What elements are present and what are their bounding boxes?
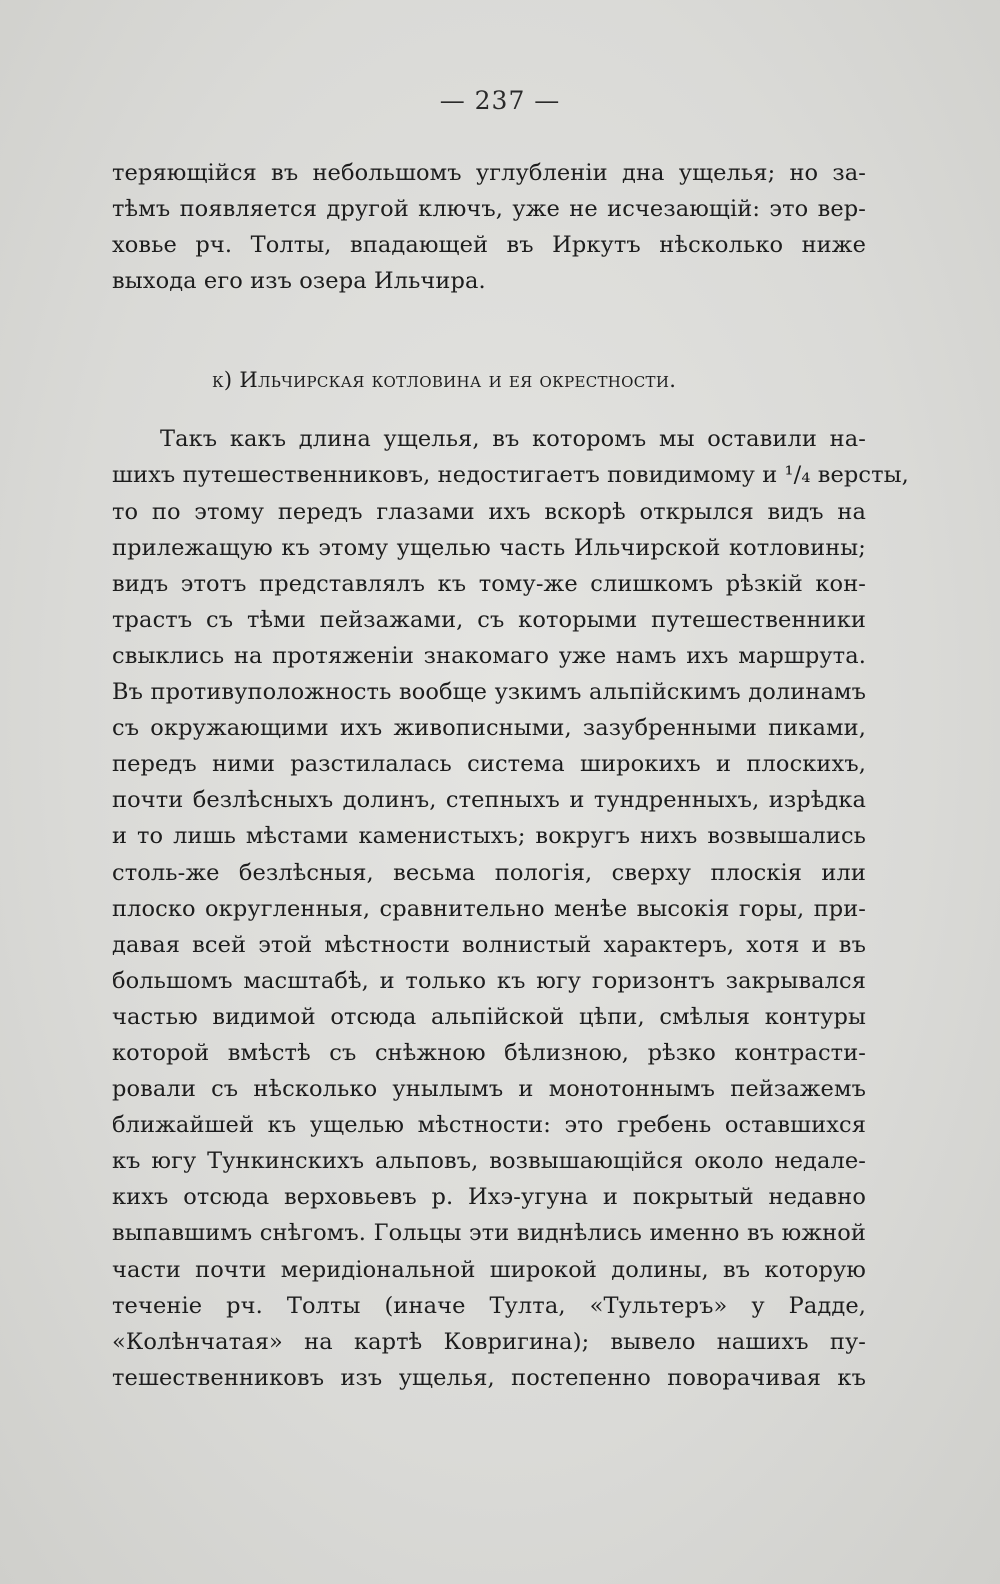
text-line: тѣмъ появляется другой ключъ, уже не исчезающій: это вер- (112, 196, 866, 223)
text-line: ровали съ нѣсколько унылымъ и монотоннымъ пейзажемъ (112, 1076, 866, 1103)
text-line: передъ ними разстилалась система широкихъ и плоскихъ, (112, 751, 866, 778)
text-line: и то лишь мѣстами каменистыхъ; вокругъ нихъ возвышались (112, 823, 866, 850)
section-heading: к) Ильчирская котловина и ея окрестности. (212, 368, 677, 393)
page-text-block (112, 155, 909, 1396)
text-line: столь-же безлѣсныя, весьма пологія, сверху плоскія или (112, 859, 866, 886)
text-line: тешественниковъ изъ ущелья, постепенно поворачивая къ (112, 1364, 866, 1391)
text-line: ближайшей къ ущелью мѣстности: это гребень оставшихся (112, 1112, 866, 1139)
text-line: шихъ путешественниковъ, недостигаетъ повидимому и ¹/₄ версты, (112, 462, 909, 489)
paragraph-gap (112, 401, 866, 421)
text-line: видъ этотъ представлялъ къ тому-же слишкомъ рѣзкій кон- (112, 570, 866, 597)
text-line: свыклись на протяженіи знакомаго уже намъ ихъ маршрута. (112, 642, 866, 669)
text-line: съ окружающими ихъ живописными, зазубренными пиками, (112, 715, 866, 742)
text-line: Въ противуположность вообще узкимъ альпійскимъ долинамъ (112, 679, 866, 706)
text-line: кихъ отсюда верховьевъ р. Ихэ-угуна и покрытый недавно (112, 1184, 866, 1211)
text-line: части почти меридіональной широкой долины, въ которую (112, 1256, 866, 1283)
text-line: выпавшимъ снѣгомъ. Гольцы эти виднѣлись именно въ южной (112, 1220, 866, 1247)
text-line: давая всей этой мѣстности волнистый характеръ, хотя и въ (112, 931, 866, 958)
text-line: плоско округленныя, сравнительно менѣе высокія горы, при- (112, 895, 866, 922)
text-line: ховье рч. Толты, впадающей въ Иркутъ нѣсколько ниже (112, 232, 866, 259)
text-line: теченіе рч. Толты (иначе Тулта, «Тультеръ» у Радде, (112, 1292, 866, 1319)
text-line: Такъ какъ длина ущелья, въ которомъ мы оставили на- (160, 426, 866, 453)
text-line: теряющійся въ небольшомъ углубленіи дна ущелья; но за- (112, 160, 866, 186)
text-line: «Колѣнчатая» на картѣ Ковригина); вывело нашихъ пу- (112, 1328, 866, 1355)
text-line: частью видимой отсюда альпійской цѣпи, смѣлыя контуры (112, 1003, 866, 1030)
text-line: выхода его изъ озера Ильчира. (112, 268, 486, 295)
page-number: — 237 — (439, 86, 561, 115)
paragraph-gap (112, 299, 866, 359)
text-line: трастъ съ тѣми пейзажами, съ которыми путешественники (112, 606, 866, 633)
text-line: прилежащую къ этому ущелью часть Ильчирской котловины; (112, 534, 866, 561)
text-line: къ югу Тункинскихъ альповъ, возвышающійся около недале- (112, 1148, 866, 1175)
text-line: почти безлѣсныхъ долинъ, степныхъ и тундренныхъ, изрѣдка (112, 787, 866, 814)
text-line: которой вмѣстѣ съ снѣжною бѣлизною, рѣзко контрасти- (112, 1039, 866, 1066)
text-line: большомъ масштабѣ, и только къ югу горизонтъ закрывался (112, 967, 866, 994)
text-line: то по этому передъ глазами ихъ вскорѣ открылся видъ на (112, 498, 866, 525)
